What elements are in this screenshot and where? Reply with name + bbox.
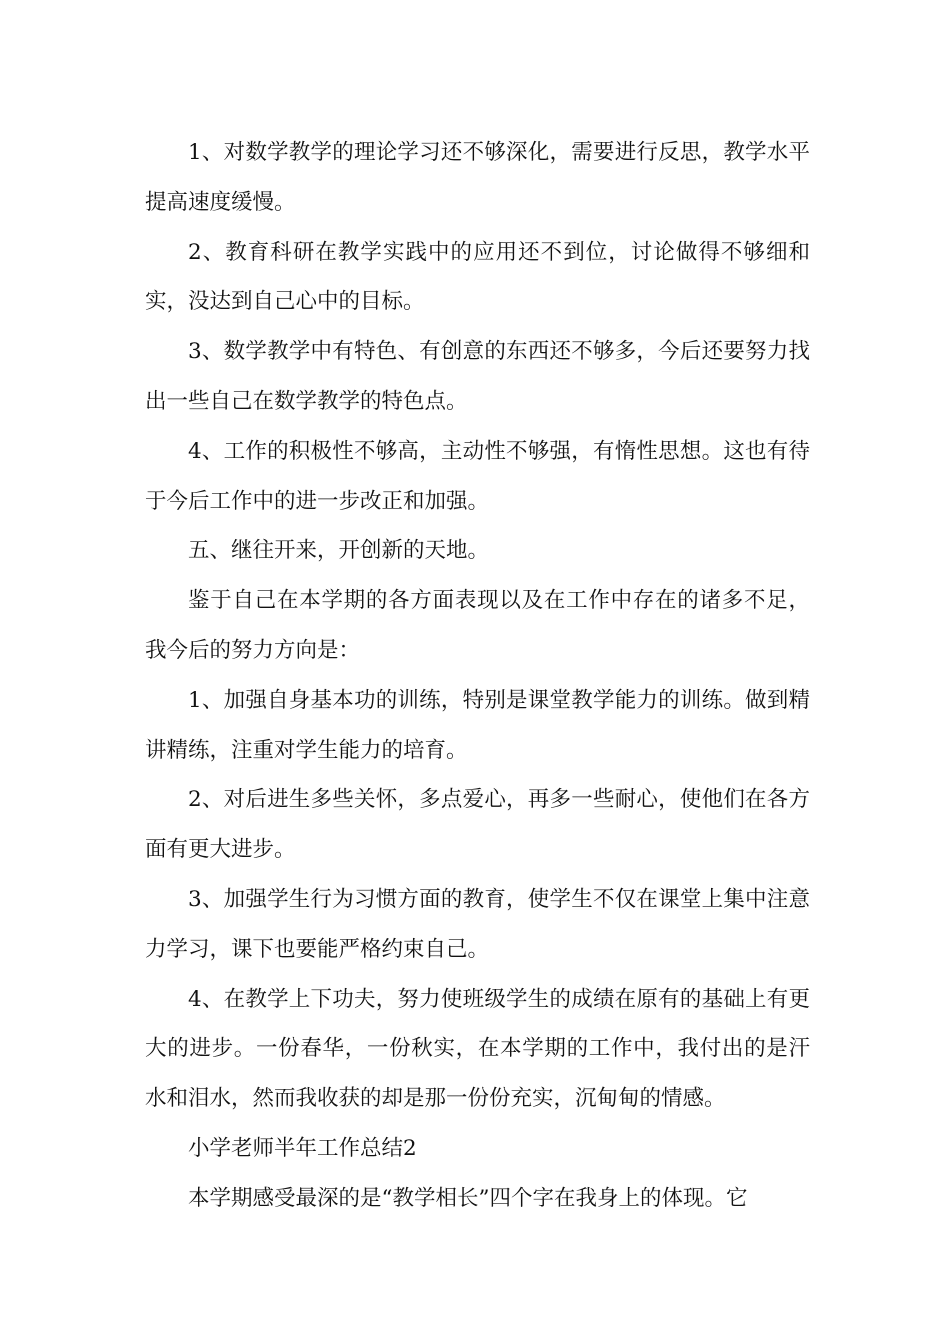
paragraph-intro: 鉴于自己在本学期的各方面表现以及在工作中存在的诸多不足，我今后的努力方向是：	[145, 588, 810, 663]
paragraph-goal-3: 3、加强学生行为习惯方面的教育，使学生不仅在课堂上集中注意力学习，课下也要能严格约束自己。	[145, 886, 810, 962]
paragraph-item-3: 3、数学教学中有特色、有创意的东西还不够多，今后还要努力找出一些自己在数学教学的特色点。	[145, 339, 810, 414]
paragraph-continued: 本学期感受最深的是“教学相长”四个字在我身上的体现。它	[188, 1185, 748, 1211]
paragraph-item-4: 4、工作的积极性不够高，主动性不够强，有惰性思想。这也有待于今后工作中的进一步改正和加强。	[145, 438, 810, 514]
section-heading-5: 五、继往开来，开创新的天地。	[188, 538, 490, 564]
paragraph-item-2: 2、教育科研在教学实践中的应用还不到位，讨论做得不够细和实，没达到自己心中的目标。	[145, 239, 810, 315]
paragraph-item-1: 1、对数学教学的理论学习还不够深化，需要进行反思，教学水平提高速度缓慢。	[145, 140, 810, 215]
paragraph-goal-1: 1、加强自身基本功的训练，特别是课堂教学能力的训练。做到精讲精练，注重对学生能力的培育。	[145, 687, 810, 763]
section-title: 小学老师半年工作总结2	[188, 1135, 417, 1161]
paragraph-goal-2: 2、对后进生多些关怀，多点爱心，再多一些耐心，使他们在各方面有更大进步。	[145, 787, 810, 863]
paragraph-goal-4: 4、在教学上下功夫，努力使班级学生的成绩在原有的基础上有更大的进步。一份春华，一份秋实，在本学期的工作中，我付出的是汗水和泪水，然而我收获的却是那一份份充实，沉甸甸的情感。	[145, 986, 810, 1112]
document-body	[145, 128, 810, 1224]
